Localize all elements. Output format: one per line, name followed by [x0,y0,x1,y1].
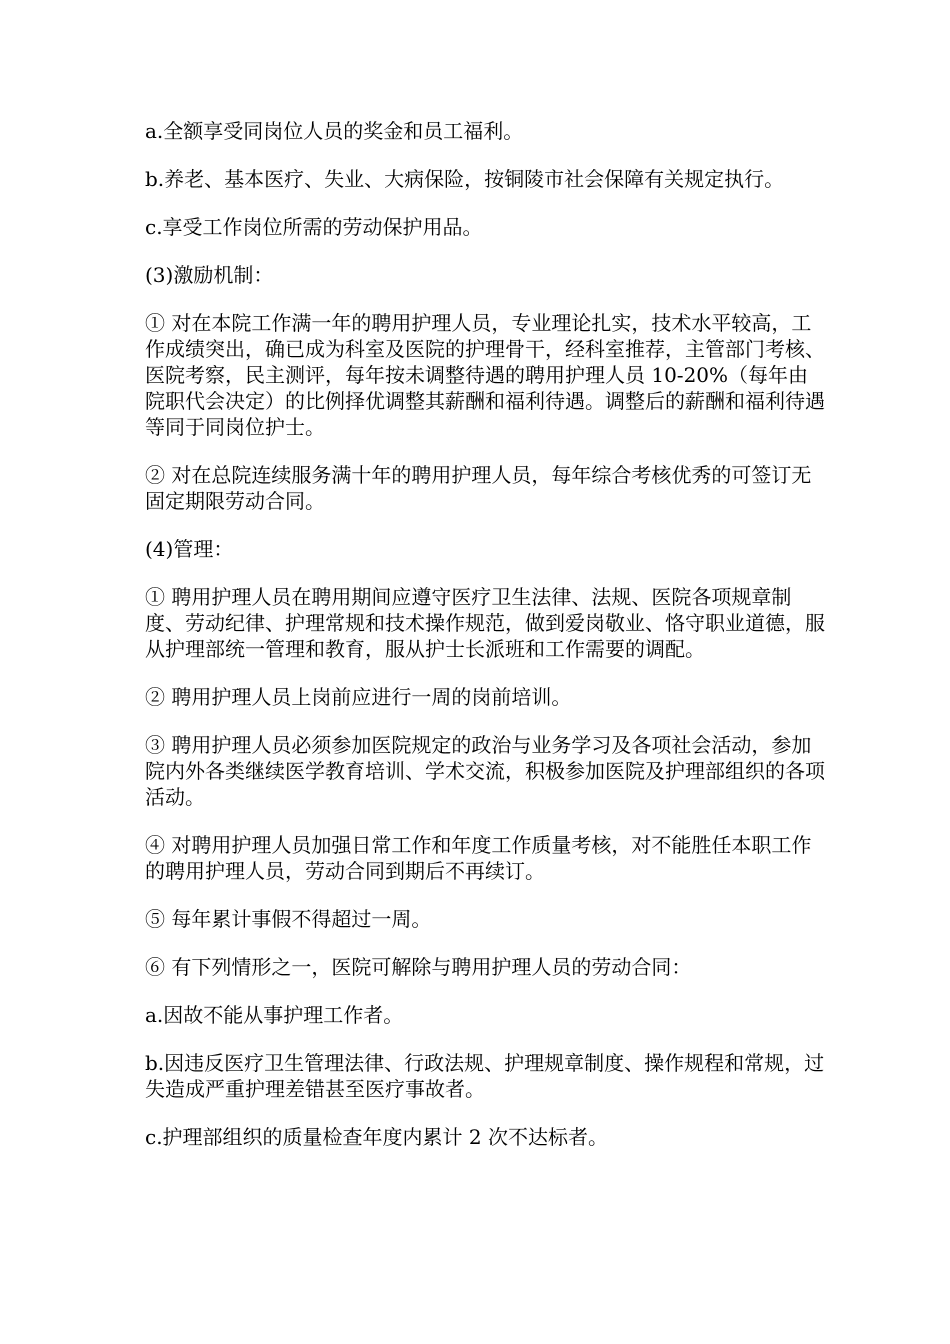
management-item-4: ④ 对聘用护理人员加强日常工作和年度工作质量考核，对不能胜任本职工作的聘用护理人员，劳动合同到期后不再续订。 [145,833,812,883]
benefit-bonus-paragraph: a.全额享受同岗位人员的奖金和员工福利。 [145,119,524,143]
document-page [145,118,825,1172]
benefit-protection-paragraph: c.享受工作岗位所需的劳动保护用品。 [145,215,483,239]
termination-case-b: b.因违反医疗卫生管理法律、行政法规、护理规章制度、操作规程和常规，过失造成严重护理差错甚至医疗事故者。 [145,1051,825,1101]
termination-case-a: a.因故不能从事护理工作者。 [145,1003,404,1027]
management-item-3: ③ 聘用护理人员必须参加医院规定的政治与业务学习及各项社会活动，参加院内外各类继续医学教育培训、学术交流，积极参加医院及护理部组织的各项活动。 [145,733,825,809]
management-item-5: ⑤ 每年累计事假不得超过一周。 [145,907,432,931]
section-heading-incentive: (3)激励机制： [145,263,274,287]
management-item-1: ① 聘用护理人员在聘用期间应遵守医疗卫生法律、法规、医院各项规章制度、劳动纪律、护理常规和技术操作规范，做到爱岗敬业、恪守职业道德，服从护理部统一管理和教育，服从护士长派班和工作需要的调配。 [145,585,825,661]
benefit-insurance-paragraph: b.养老、基本医疗、失业、大病保险，按铜陵市社会保障有关规定执行。 [145,167,785,191]
section-heading-management: (4)管理： [145,537,234,561]
management-item-2: ② 聘用护理人员上岗前应进行一周的岗前培训。 [145,685,572,709]
incentive-item-2: ② 对在总院连续服务满十年的聘用护理人员，每年综合考核优秀的可签订无固定期限劳动合同。 [145,463,812,513]
incentive-item-1: ① 对在本院工作满一年的聘用护理人员，专业理论扎实，技术水平较高，工作成绩突出，确已成为科室及医院的护理骨干，经科室推荐，主管部门考核、医院考察，民主测评，每年按未调整待遇的聘用护理人员 10-20%（每年由院职代会决定）的比例择优调整其薪酬和福利待遇。调整后的薪酬和福利待遇等同于同岗位护士。 [145,311,825,439]
termination-case-c: c.护理部组织的质量检查年度内累计 2 次不达标者。 [145,1125,608,1149]
management-item-6: ⑥ 有下列情形之一，医院可解除与聘用护理人员的劳动合同： [145,955,692,979]
